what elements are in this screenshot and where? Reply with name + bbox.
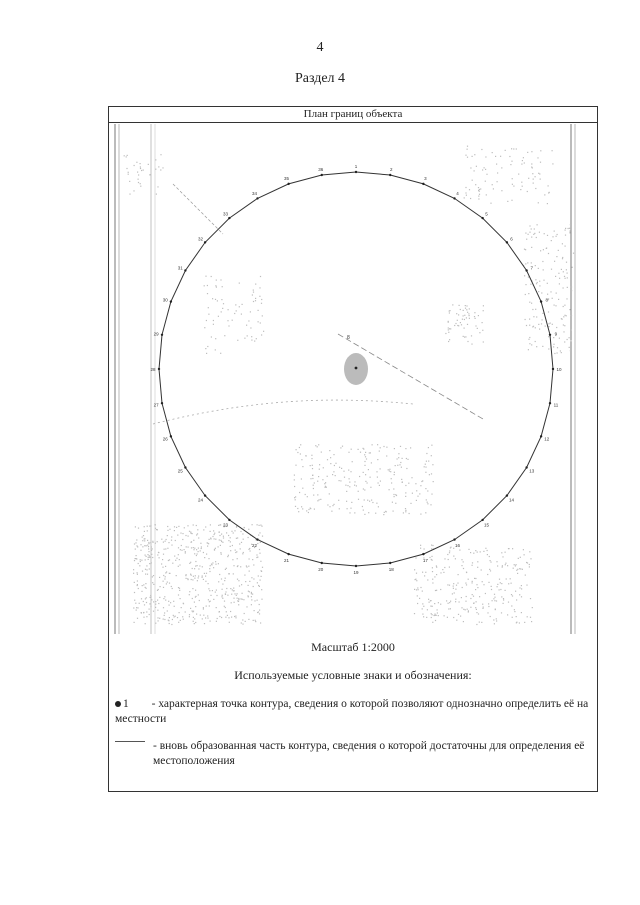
boundary-point-label: 22: [251, 542, 258, 548]
center-point: [355, 367, 358, 370]
section-title: Раздел 4: [294, 71, 346, 86]
legend-line-text: - вновь образованная часть контура, сведения о которой достаточны для определения её местоположения: [153, 740, 585, 767]
legend-line-item: [115, 739, 589, 769]
boundary-point: [256, 197, 258, 199]
boundary-point-label: 3: [424, 176, 427, 182]
boundary-point: [481, 217, 483, 219]
boundary-point: [287, 183, 289, 185]
map-texture: [124, 146, 574, 625]
plan-scale: Масштаб 1:2000: [311, 640, 395, 654]
boundary-point: [204, 494, 206, 496]
boundary-point-label: 35: [284, 176, 290, 182]
boundary-point-label: 8: [545, 297, 549, 303]
page-number: 4: [316, 40, 324, 55]
legend-point-item: [115, 697, 589, 727]
boundary-point-label: 17: [422, 557, 428, 563]
boundary-point: [525, 269, 527, 271]
boundary-point: [170, 435, 172, 437]
boundary-point: [422, 183, 424, 185]
legend-point-marker: 1: [123, 698, 129, 710]
boundary-point-label: 27: [153, 402, 159, 408]
line-symbol-icon: [115, 741, 145, 742]
boundary-point-label: 33: [223, 211, 229, 217]
boundary-point-label: 26: [162, 436, 168, 442]
boundary-point: [321, 562, 323, 564]
boundary-point-label: 14: [508, 497, 515, 503]
boundary-point: [321, 174, 323, 176]
boundary-point: [355, 565, 357, 567]
boundary-point-label: 2: [389, 167, 393, 173]
boundary-point-label: 15: [483, 522, 489, 528]
boundary-point: [540, 300, 542, 302]
boundary-point-label: 21: [284, 557, 290, 563]
boundary-point-label: 9: [554, 331, 558, 337]
boundary-point-label: 31: [177, 265, 183, 271]
boundary-point: [549, 334, 551, 336]
boundary-point-label: 19: [353, 570, 359, 575]
boundary-point-label: 28: [150, 367, 156, 372]
boundary-point: [256, 538, 258, 540]
boundary-point-label: 20: [318, 566, 324, 572]
boundary-point: [389, 562, 391, 564]
boundary-point: [228, 217, 230, 219]
boundary-point-label: 1: [354, 164, 358, 169]
boundary-point-label: 32: [197, 236, 204, 242]
map-road-curve: [153, 400, 413, 424]
boundary-point: [549, 402, 551, 404]
boundary-point: [422, 553, 424, 555]
boundary-point-label: 30: [162, 297, 168, 303]
center-label: 8: [347, 335, 350, 341]
legend-title: Используемые условные знаки и обозначения:: [234, 668, 472, 682]
boundary-point: [161, 334, 163, 336]
boundary-point: [355, 171, 357, 173]
boundary-point: [506, 241, 508, 243]
boundary-point-label: 11: [553, 402, 559, 408]
boundary-point: [552, 368, 554, 370]
boundary-point-label: 18: [388, 566, 394, 572]
boundary-point-label: 4: [456, 191, 459, 197]
boundary-point: [204, 241, 206, 243]
boundary-point: [170, 300, 172, 302]
boundary-point-label: 36: [318, 167, 324, 173]
point-marker-icon: [115, 701, 121, 707]
boundary-point: [184, 466, 186, 468]
boundary-point: [287, 553, 289, 555]
boundary-point: [228, 519, 230, 521]
boundary-point-label: 5: [485, 211, 488, 217]
boundary-point-label: 7: [530, 265, 534, 271]
boundary-point: [453, 197, 455, 199]
boundary-point: [161, 402, 163, 404]
legend-point-text: - характерная точка контура, сведения о которой позволяют однозначно определить её на местности: [115, 698, 589, 725]
boundary-point: [184, 269, 186, 271]
boundary-point: [525, 466, 527, 468]
boundary-point: [506, 494, 508, 496]
boundary-point-label: 25: [177, 468, 183, 474]
plan-frame: [108, 106, 598, 792]
boundary-point-label: 29: [153, 331, 159, 337]
boundary-point-label: 24: [197, 497, 204, 503]
boundary-plan-map: [113, 124, 593, 634]
plan-title: План границ объекта: [109, 107, 597, 123]
boundary-point-label: 6: [510, 236, 513, 242]
boundary-point-label: 10: [556, 367, 562, 372]
boundary-point-label: 13: [529, 468, 535, 474]
boundary-point: [453, 538, 455, 540]
boundary-point-label: 34: [251, 191, 258, 197]
boundary-point-label: 16: [454, 542, 461, 548]
boundary-point: [158, 368, 160, 370]
map-road-diagonal-2: [173, 184, 223, 234]
boundary-point-label: 12: [544, 436, 550, 442]
boundary-point-label: 23: [223, 522, 229, 528]
boundary-point: [481, 519, 483, 521]
boundary-point: [540, 435, 542, 437]
map-area: [113, 124, 593, 634]
boundary-point: [389, 174, 391, 176]
